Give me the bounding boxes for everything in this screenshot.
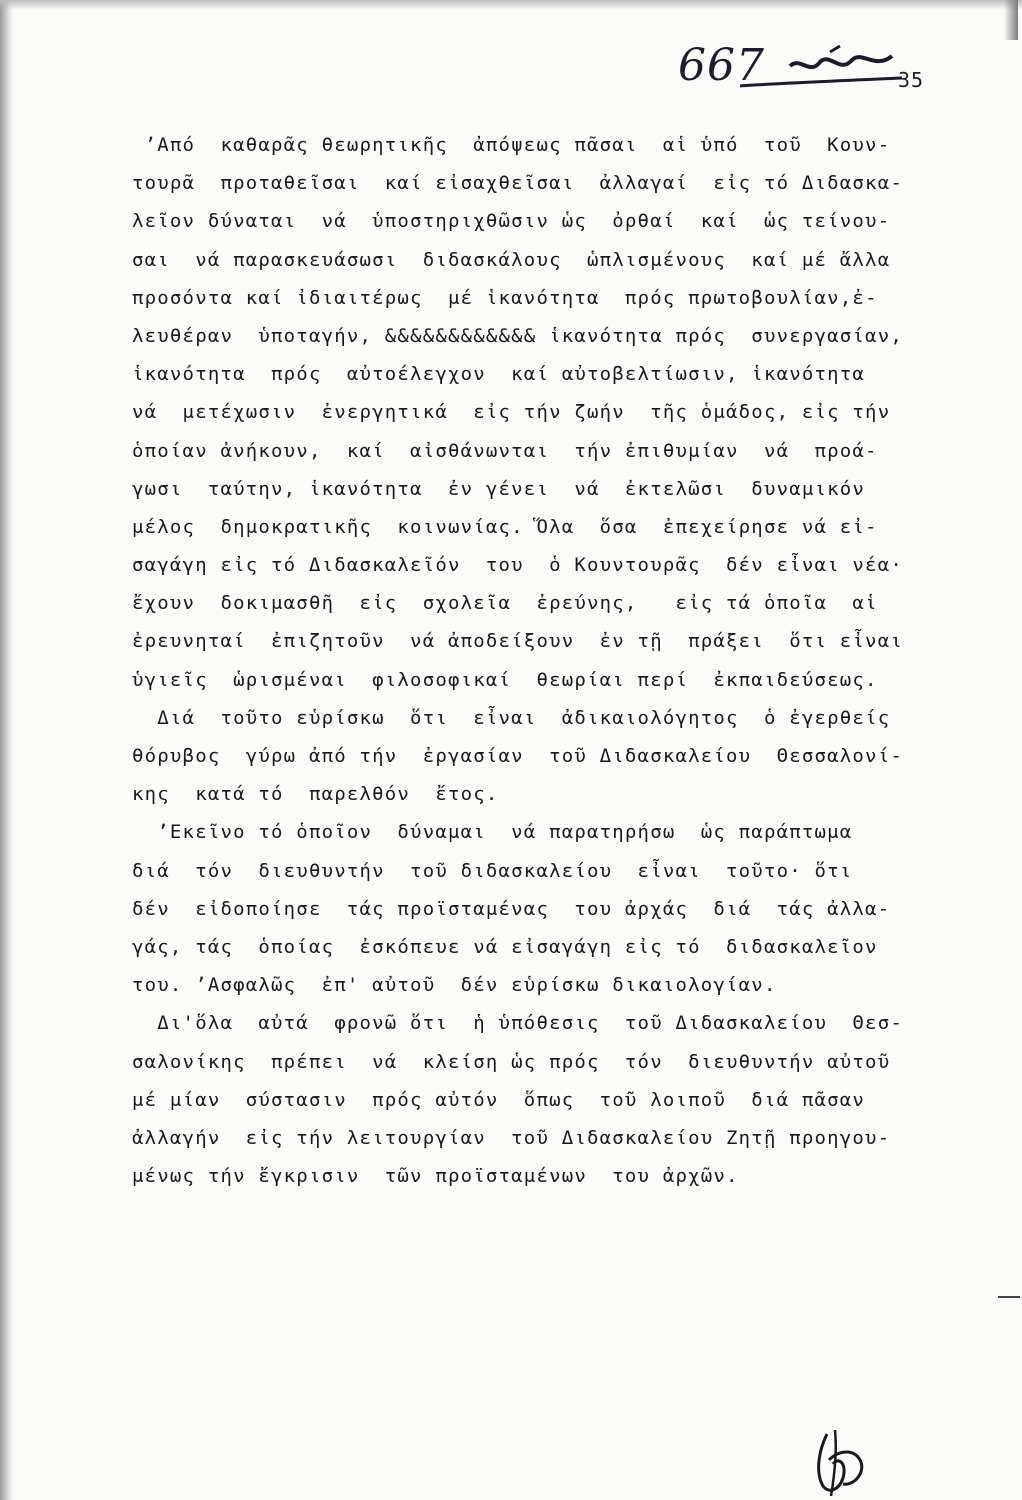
text-line: σαγάγη εἰς τό Διδασκαλεῖόν του ὁ Κουντουρᾶς δέν εἶναι νέα· — [132, 554, 903, 577]
text-line: κης κατά τό παρελθόν ἔτος. — [132, 783, 499, 806]
text-line: ὑγιεῖς ὡρισμέναι φιλοσοφικαί θεωρίαι περί ἐκπαιδεύσεως. — [132, 668, 878, 691]
text-line: γάς, τάς ὁποίας ἐσκόπευε νά εἰσαγάγη εἰς τό διδασκαλεῖον — [132, 935, 878, 958]
page-number: 35 — [898, 68, 925, 92]
text-line: Δι'ὅλα αὐτά φρονῶ ὅτι ἡ ὑπόθεσις τοῦ Διδασκαλείου Θεσ- — [132, 1012, 903, 1035]
handwritten-signature — [805, 1420, 875, 1500]
text-line: διά τόν διευθυντήν τοῦ διδασκαλείου εἶναι τοῦτο· ὅτι — [132, 859, 853, 882]
text-line: μέ μίαν σύστασιν πρός αὐτόν ὅπως τοῦ λοιποῦ διά πᾶσαν — [132, 1088, 866, 1111]
scan-corner-mark — [1004, 0, 1018, 40]
text-line: σαι νά παρασκευάσωσι διδασκάλους ὡπλισμένους καί μέ ἄλλα — [132, 248, 891, 271]
text-line: μένως τήν ἔγκρισιν τῶν προϊσταμένων του ἀρχῶν. — [132, 1165, 739, 1188]
text-line: ἐρευνηταί ἐπιζητοῦν νά ἀποδείξουν ἐν τῇ πράξει ὅτι εἶναι — [132, 630, 903, 653]
text-line: προσόντα καί ἰδιαιτέρως μέ ἱκανότητα πρός πρωτοβουλίαν,ἐ- — [132, 286, 878, 309]
text-line: ʼΑπό καθαρᾶς θεωρητικῆς ἀπόψεως πᾶσαι αἱ ὑπό τοῦ Κουν- — [132, 134, 891, 156]
handwritten-reference-number: 667 — [678, 40, 765, 91]
text-line: θόρυβος γύρω ἀπό τήν ἐργασίαν τοῦ Διδασκαλείου Θεσσαλονί- — [132, 745, 903, 767]
margin-dash — [998, 1296, 1020, 1298]
text-line: του. ʼΑσφαλῶς ἐπ' αὐτοῦ δέν εὑρίσκω δικαιολογίαν. — [132, 974, 777, 997]
handwritten-reference — [670, 34, 910, 104]
text-line: ʼΕκεῖνο τό ὁποῖον δύναμαι νά παρατηρήσω ὡς παράπτωμα — [132, 821, 853, 844]
text-line: ἀλλαγήν εἰς τήν λειτουργίαν τοῦ Διδασκαλείου Ζητῇ προηγου- — [132, 1126, 891, 1149]
typed-body-text — [132, 126, 1002, 1195]
text-line: ἱκανότητα πρός αὐτοέλεγχον καί αὐτοβελτίωσιν, ἱκανότητα — [132, 363, 866, 386]
text-line: ὁποίαν ἀνήκουν, καί αἰσθάνωνται τήν ἐπιθυμίαν νά προά- — [132, 439, 878, 462]
text-line: νά μετέχωσιν ἐνεργητικά εἰς τήν ζωήν τῆς ὁμάδος, εἰς τήν — [132, 401, 891, 424]
handwritten-scribble — [670, 34, 910, 104]
text-line: γωσι ταύτην, ἱκανότητα ἐν γένει νά ἐκτελῶσι δυναμικόν — [132, 477, 866, 500]
text-line: Διά τοῦτο εὑρίσκω ὅτι εἶναι ἀδικαιολόγητος ὁ ἐγερθείς — [132, 706, 891, 729]
text-line: ἔχουν δοκιμασθῆ εἰς σχολεῖα ἐρεύνης, εἰς τά ὁποῖα αἱ — [132, 592, 878, 615]
text-line: μέλος δημοκρατικῆς κοινωνίας. Ὅλα ὅσα ἐπεχείρησε νά εἰ- — [132, 515, 878, 538]
scan-shadow-left — [0, 0, 14, 1500]
scan-shadow-top — [0, 0, 1022, 10]
text-line: λευθέραν ὑποταγήν, &&&&&&&&&&&& ἱκανότητα πρός συνεργασίαν, — [132, 324, 903, 347]
text-line: δέν εἰδοποίησε τάς προϊσταμένας του ἀρχάς διά τάς ἀλλα- — [132, 897, 891, 920]
text-line: σαλονίκης πρέπει νά κλείση ὡς πρός τόν διευθυντήν αὐτοῦ — [132, 1050, 891, 1073]
text-line: τουρᾶ προταθεῖσαι καί εἰσαχθεῖσαι ἀλλαγαί εἰς τό Διδασκα- — [132, 172, 903, 195]
text-line: λεῖον δύναται νά ὑποστηριχθῶσιν ὡς ὀρθαί καί ὡς τείνου- — [132, 210, 891, 233]
